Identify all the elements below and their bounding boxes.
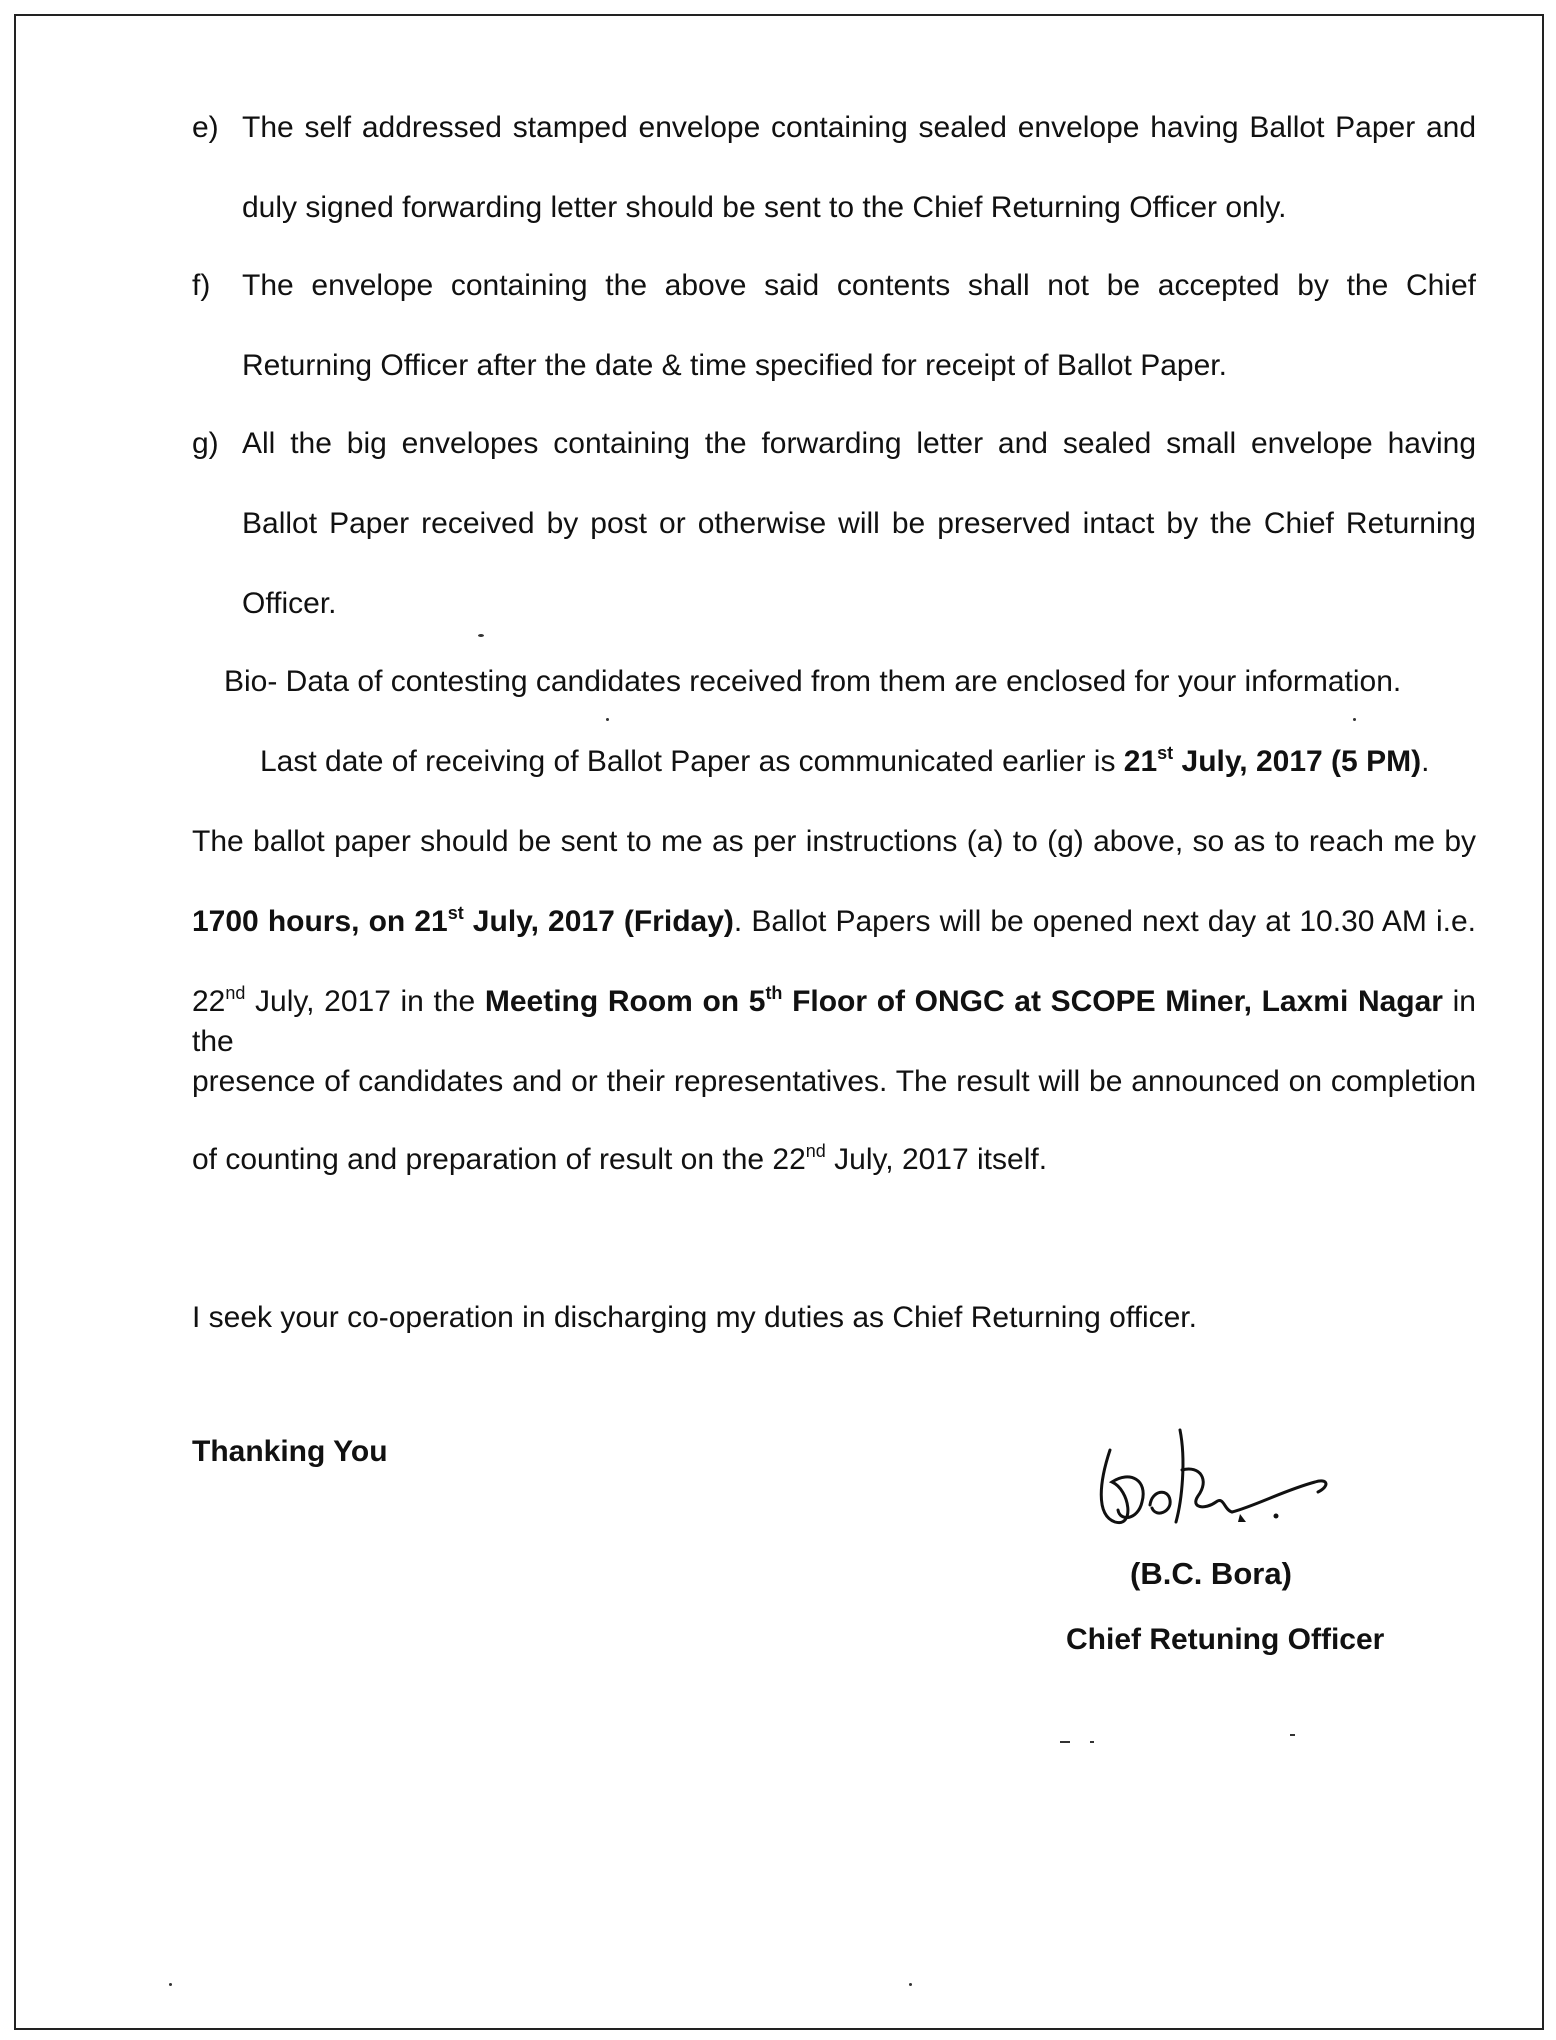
list-marker: e) xyxy=(192,111,219,144)
scan-speck xyxy=(1290,1734,1295,1736)
opening-text: July, 2017 in the xyxy=(245,985,485,1018)
last-date-rest: July, 2017 (5 PM) xyxy=(1173,745,1422,778)
main-line-2 xyxy=(192,902,1476,942)
opening-day: 22 xyxy=(192,985,226,1018)
closing-text: Thanking You xyxy=(192,1435,388,1468)
main-line-5 xyxy=(192,1140,1047,1180)
scan-speck xyxy=(1353,718,1356,721)
main-line-4: presence of candidates and or their representatives. The result will be announced on completion xyxy=(192,1065,1476,1098)
deadline-rest: . Ballot Papers will be opened next day at 10.30 AM i.e. xyxy=(733,905,1476,938)
list-item-line: All the big envelopes containing the forwarding letter and sealed small envelope having xyxy=(242,427,1476,460)
opening-day-sup: nd xyxy=(225,983,246,1003)
result-text-a: of counting and preparation of result on the 22 xyxy=(192,1143,806,1176)
scan-speck xyxy=(909,1983,912,1986)
cooperation-line: I seek your co-operation in discharging my duties as Chief Returning officer. xyxy=(192,1301,1197,1334)
scan-speck xyxy=(478,634,484,637)
last-date-suffix: . xyxy=(1421,745,1430,778)
last-date-line xyxy=(260,742,1429,782)
venue-sup: th xyxy=(765,983,783,1003)
biodata-note: Bio- Data of contesting candidates received from them are enclosed for your information. xyxy=(224,665,1402,698)
last-date-prefix: Last date of receiving of Ballot Paper as communicated earlier is xyxy=(260,745,1124,778)
list-item-line: The self addressed stamped envelope containing sealed envelope having Ballot Paper and xyxy=(242,111,1476,144)
result-text-b: July, 2017 itself. xyxy=(825,1143,1048,1176)
list-item-line: Returning Officer after the date & time specified for receipt of Ballot Paper. xyxy=(242,349,1227,382)
signature-icon xyxy=(1090,1410,1350,1540)
main-line-3 xyxy=(192,982,1476,1062)
list-item-line: duly signed forwarding letter should be sent to the Chief Returning Officer only. xyxy=(242,191,1287,224)
scan-speck xyxy=(606,718,609,721)
scan-speck xyxy=(1060,1741,1070,1743)
list-item-line: Ballot Paper received by post or otherwise will be preserved intact by the Chief Returning xyxy=(242,507,1476,540)
result-sup: nd xyxy=(805,1141,826,1161)
venue-bold-a: Meeting Room on 5 xyxy=(484,985,766,1018)
signatory-name: (B.C. Bora) xyxy=(1130,1556,1292,1591)
main-line-1: The ballot paper should be sent to me as per instructions (a) to (g) above, so as to reach me by xyxy=(192,825,1476,858)
deadline-bold-b: July, 2017 (Friday) xyxy=(463,905,734,938)
scan-speck xyxy=(1090,1741,1094,1743)
list-item-line: The envelope containing the above said contents shall not be accepted by the Chief xyxy=(242,269,1476,302)
deadline-sup: st xyxy=(447,903,464,923)
scan-speck xyxy=(169,1983,172,1986)
deadline-bold-a: 1700 hours, on 21 xyxy=(192,905,448,938)
list-item-line: Officer. xyxy=(242,587,337,620)
signatory-title: Chief Retuning Officer xyxy=(1066,1623,1385,1656)
list-marker: f) xyxy=(192,269,211,302)
venue-rest: in the xyxy=(192,985,1476,1058)
last-date-day: 21 xyxy=(1123,745,1158,778)
venue-bold-b: Floor of ONGC at SCOPE Miner, Laxmi Nagar xyxy=(782,985,1443,1018)
list-marker: g) xyxy=(192,427,219,460)
last-date-sup: st xyxy=(1157,743,1174,763)
